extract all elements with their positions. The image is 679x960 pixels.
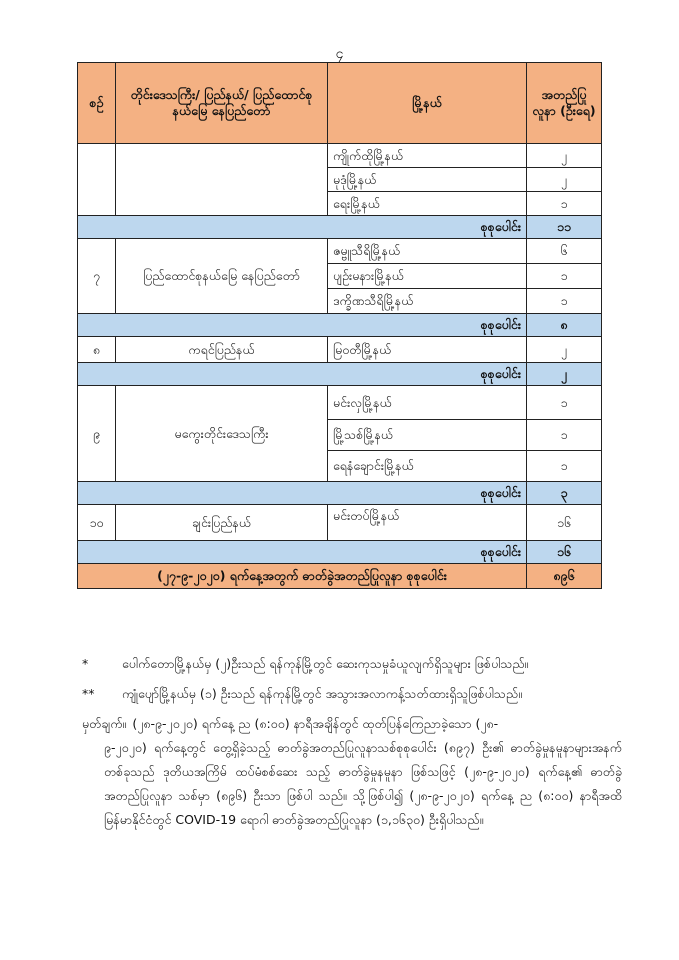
table-header-row [78, 63, 602, 144]
subtotal-row [78, 541, 602, 564]
row-no: ၁၀ [78, 505, 116, 541]
subtotal-label: စုစုပေါင်း [78, 541, 527, 564]
row-count: ၁ [527, 289, 602, 314]
row-township: မြို့သစ်မြို့နယ် [328, 420, 527, 451]
row-count: ၂ [527, 144, 602, 168]
subtotal-row [78, 314, 602, 337]
header-count: အတည်ပြု လူနာ (ဦးရေ) [527, 63, 602, 144]
row-count: ၁၆ [527, 505, 602, 541]
header-township: မြို့နယ် [328, 63, 527, 144]
subtotal-value: ၁၁ [527, 216, 602, 239]
note-text: ပေါက်တောမြို့နယ်မှ (၂)ဦးသည် ရန်ကုန်မြို့တွင် ဆေးကုသမှုခံယူလျက်ရှိသူများ ဖြစ်ပါသည်။ [122, 656, 529, 671]
row-count: ၂ [527, 168, 602, 192]
row-region [116, 144, 328, 216]
row-township: ဇမ္ဗူသီရိမြို့နယ် [328, 239, 527, 264]
table-row [78, 386, 602, 420]
subtotal-row [78, 482, 602, 505]
row-region: ချင်းပြည်နယ် [116, 505, 328, 541]
remark-first-line: (၂၈-၉-၂၀၂၀) ရက်နေ့ ည (၈:၀၀) နာရီအချိန်တွင် ထုတ်ပြန်ကြေညာခဲ့သော (၂၈- [132, 716, 499, 731]
row-count: ၁ [527, 386, 602, 420]
row-township: ရေနံချောင်းမြို့နယ် [328, 451, 527, 482]
row-township: မင်းလှမြို့နယ် [328, 386, 527, 420]
subtotal-label: စုစုပေါင်း [78, 363, 527, 386]
row-township: ကျိုက်ထိုမြို့နယ် [328, 144, 527, 168]
confirmed-cases-table [77, 62, 602, 589]
remark-header [82, 712, 622, 736]
subtotal-label: စုစုပေါင်း [78, 216, 527, 239]
row-township: မြဝတီမြို့နယ် [328, 337, 527, 363]
subtotal-label: စုစုပေါင်း [78, 482, 527, 505]
subtotal-label: စုစုပေါင်း [78, 314, 527, 337]
subtotal-row [78, 216, 602, 239]
note-item [82, 682, 622, 706]
header-region: တိုင်းဒေသကြီး/ ပြည်နယ်/ ပြည်ထောင်စုနယ်မြေ နေပြည်တော် [116, 63, 328, 144]
row-no: ၉ [78, 386, 116, 482]
row-region: ကရင်ပြည်နယ် [116, 337, 328, 363]
row-township: ဒက္ခိဏသီရိမြို့နယ် [328, 289, 527, 314]
note-text: ကျုံပျော်မြို့နယ်မှ (၁) ဦးသည် ရန်ကုန်မြို့တွင် အသွားအလာကန့်သတ်ထားရှိသူဖြစ်ပါသည်။ [122, 686, 522, 701]
notes-section [82, 652, 622, 832]
row-count: ၁ [527, 264, 602, 289]
row-count: ၆ [527, 239, 602, 264]
table-row [78, 239, 602, 264]
remark-body: ၉-၂၀၂၀) ရက်နေ့တွင် တွေ့ရှိခဲ့သည့် ဓာတ်ခွဲအတည်ပြုလူနာသစ်စုစုပေါင်း (၈၉၇) ဦး၏ ဓာတ်ခွဲမှုနမူနာများအနက် တစ်ခုသည် ဒုတိယအကြိမ် ထပ်မံစစ်ဆေး သည့် ဓာတ်ခွဲမှုနမူနာ ဖြစ်သဖြင့် (၂၈-၉-၂၀၂၀) ရက်နေ့၏ ဓာတ်ခွဲအတည်ပြုလူနာ သစ်မှာ (၈၉၆) ဦးသာ ဖြစ်ပါ သည်။ သို့ဖြစ်ပါ၍ (၂၈-၉-၂၀၂၀) ရက်နေ့ ည (၈:၀၀) နာရီအထိ မြန်မာနိုင်ငံတွင် COVID-19 ရောဂါ ဓာတ်ခွဲအတည်ပြုလူနာ (၁,၁၆၃၀) ဦးရှိပါသည်။ [104, 740, 622, 827]
row-count: ၁ [527, 420, 602, 451]
note-mark: ** [82, 686, 95, 701]
remark-label: မှတ်ချက်။ [82, 716, 127, 731]
row-region: မကွေးတိုင်းဒေသကြီး [116, 386, 328, 482]
row-no [78, 144, 116, 216]
note-item [82, 652, 622, 676]
grand-total-label: (၂၇-၉-၂၀၂၀) ရက်နေ့အတွက် ဓာတ်ခွဲအတည်ပြုလူနာ စုစုပေါင်း [78, 564, 527, 589]
row-township: ရေးမြို့နယ် [328, 192, 527, 216]
row-township: မုဒုံမြို့နယ် [328, 168, 527, 192]
header-no: စဉ် [78, 63, 116, 144]
row-count: ၁ [527, 451, 602, 482]
row-count: ၁ [527, 192, 602, 216]
row-township: ပျဉ်းမနားမြို့နယ် [328, 264, 527, 289]
row-count: ၂ [527, 337, 602, 363]
page-number: ၄ [335, 46, 344, 62]
row-region: ပြည်ထောင်စုနယ်မြေ နေပြည်တော် [116, 239, 328, 314]
grand-total-value: ၈၉၆ [527, 564, 602, 589]
subtotal-value: ၂ [527, 363, 602, 386]
row-no: ၈ [78, 337, 116, 363]
subtotal-value: ၃ [527, 482, 602, 505]
subtotal-row [78, 363, 602, 386]
grand-total-row [78, 564, 602, 589]
row-township: မင်းတပ်မြို့နယ် [328, 505, 527, 541]
row-no: ၇ [78, 239, 116, 314]
table-row [78, 144, 602, 168]
note-mark: * [82, 656, 89, 671]
subtotal-value: ၈ [527, 314, 602, 337]
table-row [78, 337, 602, 363]
subtotal-value: ၁၆ [527, 541, 602, 564]
table-row [78, 505, 602, 541]
